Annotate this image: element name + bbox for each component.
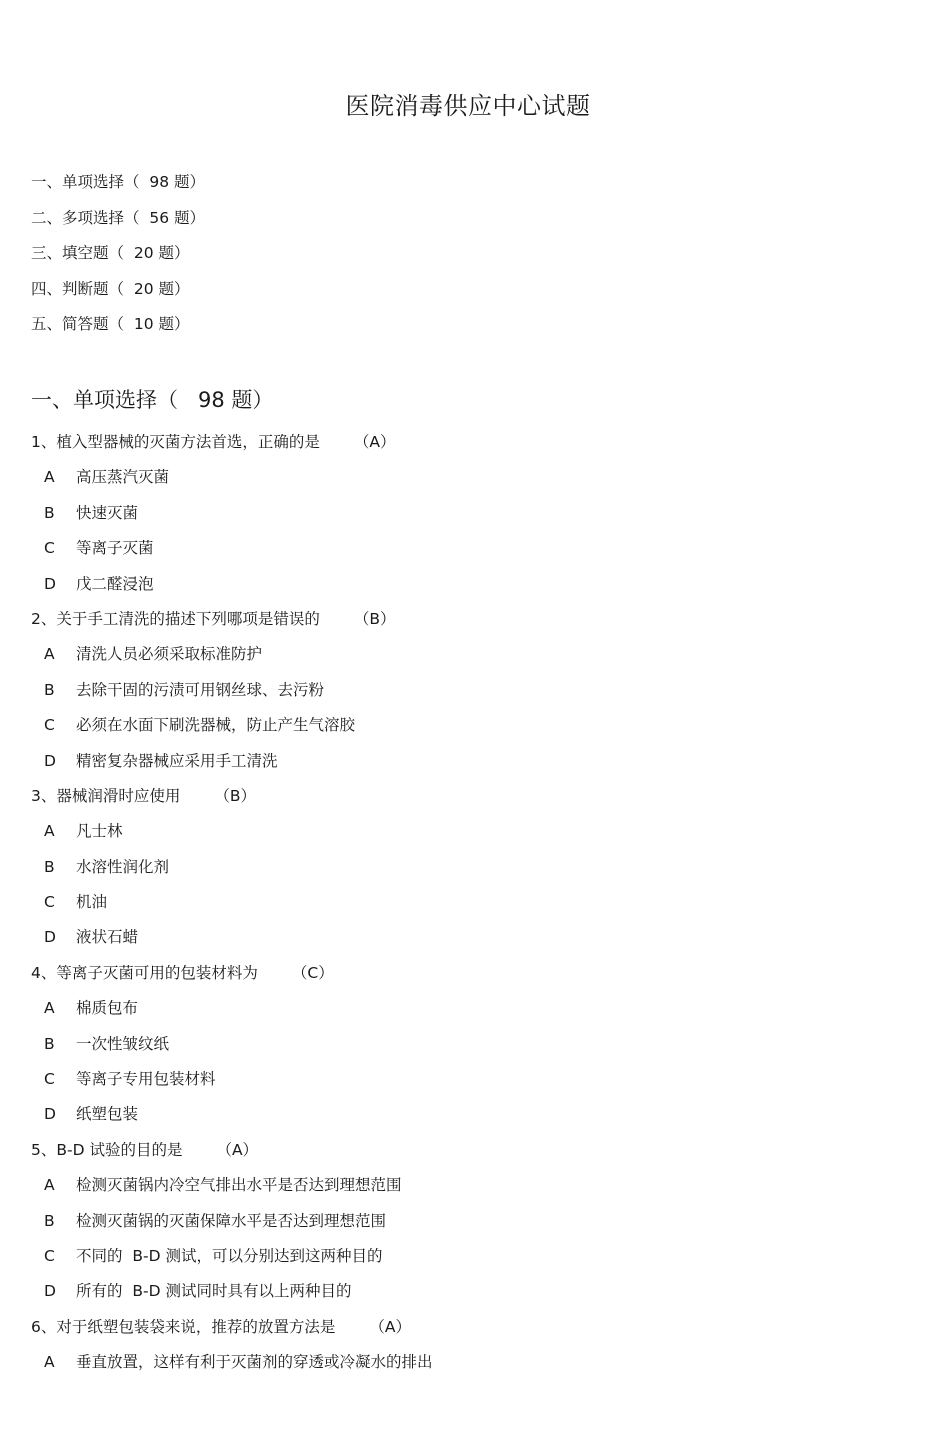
question-answer: （B） xyxy=(214,786,257,805)
question-stem: 2、关于手工清洗的描述下列哪项是错误的 xyxy=(31,609,320,628)
option-letter: D xyxy=(44,928,56,947)
option xyxy=(31,637,920,672)
option xyxy=(31,673,920,708)
option-letter: C xyxy=(44,893,55,912)
option-text: 不同的 B-D 测试，可以分别达到这两种目的 xyxy=(76,1246,383,1265)
option-text: 纸塑包装 xyxy=(76,1105,139,1124)
option-text: 一次性皱纹纸 xyxy=(76,1034,170,1053)
toc-item: 四、判断题（ 20 题） xyxy=(31,279,190,298)
option xyxy=(31,1274,920,1309)
option xyxy=(31,531,920,566)
option xyxy=(31,708,920,743)
question-answer: （C） xyxy=(291,963,334,982)
question-text xyxy=(31,602,920,637)
option xyxy=(31,920,920,955)
option xyxy=(31,1097,920,1132)
option xyxy=(31,850,920,885)
option-letter: B xyxy=(44,503,55,522)
option-letter: C xyxy=(44,716,55,735)
option-text: 液状石蜡 xyxy=(76,928,139,947)
option xyxy=(31,496,920,531)
option-text: 凡士林 xyxy=(76,822,123,841)
option-text: 棉质包布 xyxy=(76,999,139,1018)
question xyxy=(31,425,920,602)
option-text: 等离子灭菌 xyxy=(76,539,154,558)
question-text xyxy=(31,779,920,814)
option-letter: B xyxy=(44,1034,55,1053)
option-letter: D xyxy=(44,751,56,770)
option-text: 高压蒸汽灭菌 xyxy=(76,468,170,487)
question-stem: 3、器械润滑时应使用 xyxy=(31,786,181,805)
option-letter: B xyxy=(44,857,55,876)
question-text xyxy=(31,1310,920,1345)
question-answer: （B） xyxy=(353,609,396,628)
option-text: 戊二醛浸泡 xyxy=(76,574,154,593)
option-letter: D xyxy=(44,1282,56,1301)
option-letter: B xyxy=(44,680,55,699)
option-text: 必须在水面下刷洗器械，防止产生气溶胶 xyxy=(76,716,356,735)
option-text: 垂直放置，这样有利于灭菌剂的穿透或冷凝水的排出 xyxy=(76,1353,433,1372)
option-letter: A xyxy=(44,822,55,841)
option-letter: C xyxy=(44,1246,55,1265)
option-letter: D xyxy=(44,574,56,593)
question xyxy=(31,779,920,956)
option-text: 所有的 B-D 测试同时具有以上两种目的 xyxy=(76,1282,352,1301)
question-stem: 4、等离子灭菌可用的包装材料为 xyxy=(31,963,258,982)
option-text: 机油 xyxy=(76,893,108,912)
question xyxy=(31,602,920,779)
option-text: 去除干固的污渍可用钢丝球、去污粉 xyxy=(76,680,325,699)
toc-item: 一、单项选择（ 98 题） xyxy=(31,173,206,191)
question-answer: （A） xyxy=(369,1317,411,1336)
toc-item: 三、填空题（ 20 题） xyxy=(31,244,190,262)
option-letter: A xyxy=(44,645,55,664)
option-text: 清洗人员必须采取标准防护 xyxy=(76,645,263,664)
option xyxy=(31,744,920,779)
option-letter: C xyxy=(44,539,55,558)
option-letter: A xyxy=(44,468,55,487)
option xyxy=(31,1204,920,1239)
option-text: 等离子专用包装材料 xyxy=(76,1070,216,1089)
question xyxy=(31,1133,920,1310)
toc-item: 二、多项选择（ 56 题） xyxy=(31,208,206,227)
question-text xyxy=(31,956,920,991)
option xyxy=(31,991,920,1026)
question-answer: （A） xyxy=(216,1140,259,1159)
question xyxy=(31,1310,920,1381)
option xyxy=(31,1239,920,1274)
option-letter: B xyxy=(44,1211,55,1230)
section-heading: 一、单项选择（ 98 题） xyxy=(31,388,274,412)
question xyxy=(31,956,920,1133)
question-stem: 1、植入型器械的灭菌方法首选，正确的是 xyxy=(31,433,320,451)
option-text: 精密复杂器械应采用手工清洗 xyxy=(76,751,278,770)
option-letter: A xyxy=(44,999,55,1018)
toc-item: 五、简答题（ 10 题） xyxy=(31,315,190,333)
option-letter: C xyxy=(44,1070,55,1089)
option-text: 检测灭菌锅内冷空气排出水平是否达到理想范围 xyxy=(76,1176,402,1195)
option xyxy=(31,1027,920,1062)
option xyxy=(31,885,920,920)
option-letter: D xyxy=(44,1105,56,1124)
option-text: 快速灭菌 xyxy=(76,503,139,522)
question-list xyxy=(31,425,920,1381)
option xyxy=(31,1062,920,1097)
question-text xyxy=(31,425,920,460)
option xyxy=(31,1345,920,1380)
question-stem: 6、对于纸塑包装袋来说，推荐的放置方法是 xyxy=(31,1317,336,1336)
question-stem: 5、B-D 试验的目的是 xyxy=(31,1140,183,1159)
option xyxy=(31,1168,920,1203)
option-letter: A xyxy=(44,1176,55,1195)
option-letter: A xyxy=(44,1353,55,1372)
option xyxy=(31,567,920,602)
question-answer: （A） xyxy=(353,433,396,451)
option xyxy=(31,460,920,495)
option-text: 水溶性润化剂 xyxy=(76,857,170,876)
option xyxy=(31,814,920,849)
option-text: 检测灭菌锅的灭菌保障水平是否达到理想范围 xyxy=(76,1211,387,1230)
page-title: 医院消毒供应中心试题 xyxy=(345,92,591,120)
table-of-contents xyxy=(31,165,205,343)
question-text xyxy=(31,1133,920,1168)
